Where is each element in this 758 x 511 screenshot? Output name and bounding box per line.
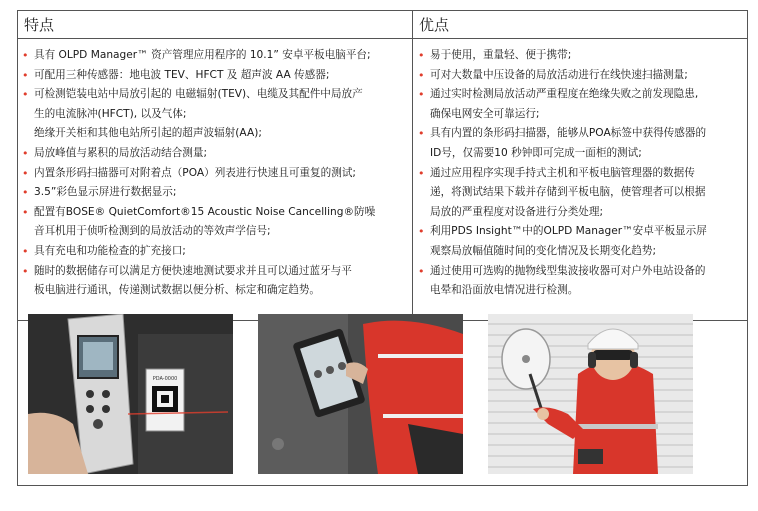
advantage-item <box>418 164 744 223</box>
feature-item-text: 内置条形码扫描器可对附着点（POA）列表进行快速且可重复的测试; <box>34 166 356 179</box>
feature-item <box>22 85 408 144</box>
advantage-item-text: 通过使用可选购的抛物线型集波接收器可对户外电站设备的 <box>430 264 706 277</box>
feature-item-text: 音耳机用于侦听检测到的局放活动的等效声学信号; <box>34 225 271 238</box>
handheld-detector-illustration <box>28 314 233 474</box>
bullet-icon: • <box>22 205 29 219</box>
advantage-item-text: 电晕和沿面放电情况进行检测。 <box>430 284 579 297</box>
feature-item <box>22 66 408 86</box>
feature-item-text: 绝缘开关柜和其他电站所引起的超声波辐射(AA); <box>34 127 262 140</box>
advantage-item-text: 局放的严重程度对设备进行分类处理; <box>430 205 604 218</box>
features-heading: 特点 <box>24 16 55 34</box>
feature-item-text: 随时的数据储存可以满足方便快速地测试要求并且可以通过蓝牙与平 <box>34 264 352 277</box>
feature-item-text: 配置有BOSE® QuietComfort®15 Acoustic Noise Cancelling®防噪 <box>34 205 376 218</box>
bullet-icon: • <box>22 244 29 258</box>
advantage-item-text: 可对大数量中压设备的局放活动进行在线快速扫描测量; <box>430 68 688 81</box>
bullet-icon: • <box>22 49 29 62</box>
advantage-item-text: 观察局放幅值随时间的变化情况及长期变化趋势; <box>430 244 657 257</box>
feature-item <box>22 242 408 262</box>
feature-item-text: 局放峰值与累积的局放活动结合测量; <box>34 146 208 159</box>
column-divider <box>412 11 413 320</box>
bullet-icon: • <box>22 146 29 160</box>
advantage-item-text: 通过应用程序实现手持式主机和平板电脑管理器的数据传 <box>430 166 695 179</box>
advantage-item <box>418 262 744 301</box>
feature-item <box>22 164 408 184</box>
advantage-item <box>418 124 744 163</box>
features-list <box>22 46 408 301</box>
bullet-icon: • <box>418 88 425 102</box>
advantage-item-text: ID号，仅需要10 秒钟即可完成一面柜的测试; <box>430 146 642 159</box>
feature-item <box>22 203 408 242</box>
bullet-icon: • <box>22 186 29 200</box>
advantage-item-text: 具有内置的条形码扫描器，能够从POA标签中获得传感器的 <box>430 127 707 140</box>
tablet-inspection-photo <box>258 314 463 474</box>
feature-item <box>22 46 408 66</box>
bullet-icon: • <box>418 68 425 82</box>
parabolic-dish-worker-photo <box>488 314 693 474</box>
advantage-item-text: 确保电网安全可靠运行; <box>430 107 540 120</box>
advantages-list <box>418 46 744 301</box>
handheld-detector-photo <box>28 314 233 474</box>
feature-item <box>22 262 408 301</box>
bullet-icon: • <box>22 166 29 180</box>
bullet-icon: • <box>418 49 425 62</box>
header-divider <box>18 38 747 39</box>
advantage-item <box>418 222 744 261</box>
feature-item-text: 生的电流脉冲(HFCT), 以及气体; <box>34 107 187 120</box>
advantage-item <box>418 66 744 86</box>
advantage-item <box>418 46 744 66</box>
feature-item-text: 具有 OLPD Manager™ 资产管理应用程序的 10.1” 安卓平板电脑平台; <box>34 49 371 61</box>
bullet-icon: • <box>418 225 425 239</box>
bullet-icon: • <box>418 264 425 278</box>
advantage-item-text: 利用PDS Insight™中的OLPD Manager™安卓平板显示屏 <box>430 225 707 238</box>
advantage-item-text: 递，将测试结果下载并存储到平板电脑，使管理者可以根据 <box>430 186 706 199</box>
bullet-icon: • <box>22 264 29 278</box>
advantages-heading: 优点 <box>419 16 450 34</box>
bullet-icon: • <box>22 68 29 82</box>
feature-item-text: 板电脑进行通讯，传递测试数据以便分析、标定和确定趋势。 <box>34 284 321 297</box>
advantage-item-text: 通过实时检测局放活动严重程度在绝缘失败之前发现隐患, <box>430 88 699 101</box>
bullet-icon: • <box>22 88 29 102</box>
feature-item-text: 具有充电和功能检查的扩充接口; <box>34 244 186 257</box>
feature-item-text: 可检测铠装电站中局放引起的 电磁辐射(TEV)、电缆及其配件中局放产 <box>34 88 363 101</box>
feature-item <box>22 144 408 164</box>
parabolic-dish-illustration <box>488 314 693 474</box>
feature-item-text: 3.5”彩色显示屏进行数据显示; <box>34 186 177 199</box>
feature-item-text: 可配用三种传感器：地电波 TEV、HFCT 及 超声波 AA 传感器; <box>34 68 330 81</box>
advantage-item-text: 易于使用，重量轻、便于携带; <box>430 49 572 61</box>
barcode-tag-label: PDA-0000 <box>152 376 178 382</box>
bullet-icon: • <box>418 166 425 180</box>
bullet-icon: • <box>418 127 425 141</box>
tablet-inspection-illustration <box>258 314 463 474</box>
advantage-item <box>418 85 744 124</box>
feature-item <box>22 183 408 203</box>
